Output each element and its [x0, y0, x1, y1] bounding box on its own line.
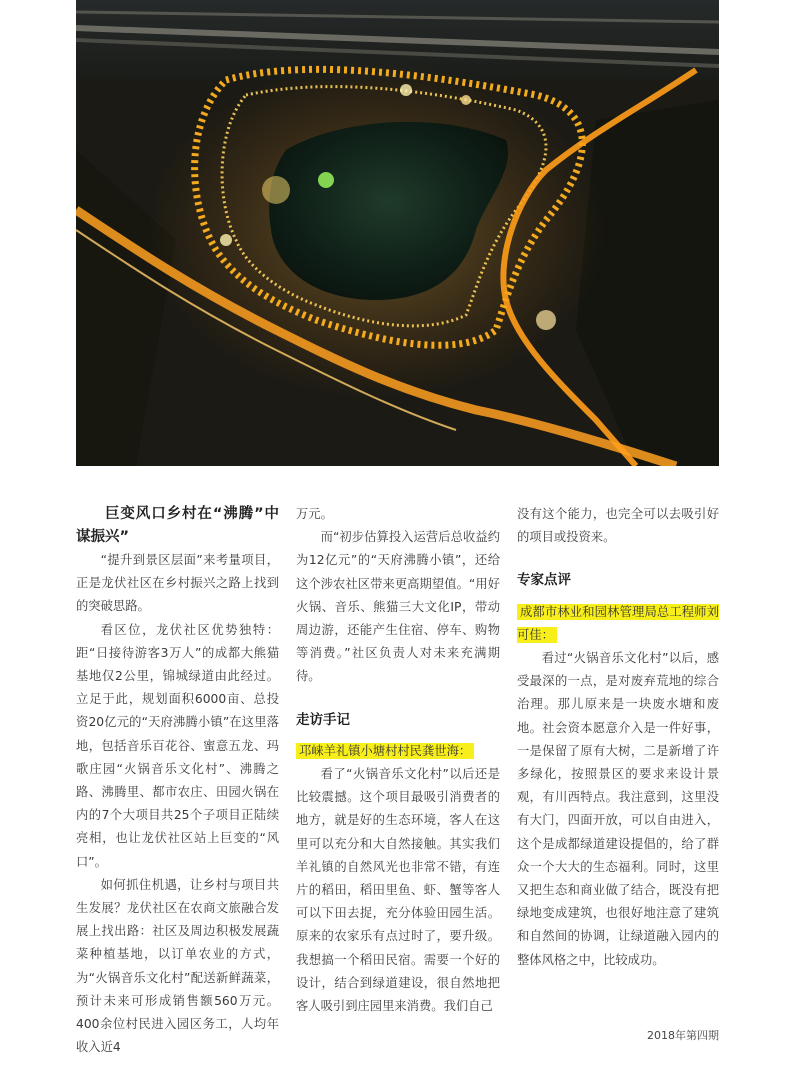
photo-illustration [76, 0, 719, 466]
column-2 [296, 503, 500, 1018]
paragraph: 看过“火锅音乐文化村”以后，感受最深的一点，是对废弃荒地的综合治理。那儿原来是一块废水塘和废地。社会资本愿意介入是一件好事，一是保留了原有大树，二是新增了许多绿化，按照景区的要求来设计景观，有川西特点。我注意到，这里没有大门，四面开放，可以自由进入，这个是成都绿道建设提倡的，给了群众一个大大的生态福利。同时，这里又把生态和商业做了结合，既没有把绿地变成建筑，也很好地注意了建筑和自然间的协调，让绿道融入园内的整体风格之中，比较成功。 [517, 651, 719, 967]
paragraph: 万元。 [296, 507, 333, 521]
subheading: 巨变风口乡村在“沸腾”中谋振兴” [76, 506, 279, 545]
paragraph: 如何抓住机遇，让乡村与项目共生发展？龙伏社区在农商文旅融合发展上找出路：社区及周边积极发展蔬菜种植基地，以订单农业的方式，为“火锅音乐文化村”配送新鲜蔬菜，预计未来可形成销售额560万元。400余位村民进入园区务工，人均年收入近4 [76, 877, 279, 1055]
column-1 [76, 503, 279, 1059]
highlighted-name: 成都市林业和园林管理局总工程师刘可佳： [517, 604, 719, 642]
issue-footer: 2018年第四期 [647, 1029, 719, 1042]
column-3 [517, 503, 719, 972]
paragraph: 没有这个能力，也完全可以去吸引好的项目或投资来。 [517, 507, 719, 545]
section-heading-expert-comment: 专家点评 [517, 572, 571, 589]
aerial-night-photo [76, 0, 719, 466]
paragraph: 看了“火锅音乐文化村”以后还是比较震撼。这个项目最吸引消费者的地方，就是好的生态环境，客人在这里可以充分和大自然接触。其实我们羊礼镇的自然风光也非常不错，有连片的稻田，稻田里鱼、虾、蟹等客人可以下田去捉，充分体验田园生活。原来的农家乐有点过时了，要升级。我想搞一个稻田民宿。需要一个好的设计，结合到绿道建设，很自然地把客人吸引到庄园里来消费。我们自己 [296, 767, 500, 1014]
highlighted-name: 邛崃羊礼镇小塘村村民龚世海： [296, 743, 474, 759]
paragraph: 看区位，龙伏社区优势独特：距“日接待游客3万人”的成都大熊猫基地仅2公里，锦城绿道由此经过。立足于此，规划面积6000亩、总投资20亿元的“天府沸腾小镇”在这里落地，包括音乐百花谷、蜜意五龙、玛歌庄园“火锅音乐文化村”、沸腾之路、沸腾里、都市农庄、田园火锅在内的7个大项目共25个子项目正陆续亮相，也让龙伏社区站上巨变的“风口”。 [76, 622, 279, 869]
paragraph: “提升到景区层面”来考量项目，正是龙伏社区在乡村振兴之路上找到的突破思路。 [76, 553, 279, 614]
expert-line [517, 601, 719, 647]
interviewee-line [296, 740, 500, 763]
section-heading-visit-notes: 走访手记 [296, 711, 350, 728]
paragraph: 而“初步估算投入运营后总收益约为12亿元”的“天府沸腾小镇”，还给这个涉农社区带来更高期望值。“用好火锅、音乐、熊猫三大文化IP，带动周边游，还能产生住宿、停车、购物等消费。”社区负责人对未来充满期待。 [296, 530, 500, 684]
